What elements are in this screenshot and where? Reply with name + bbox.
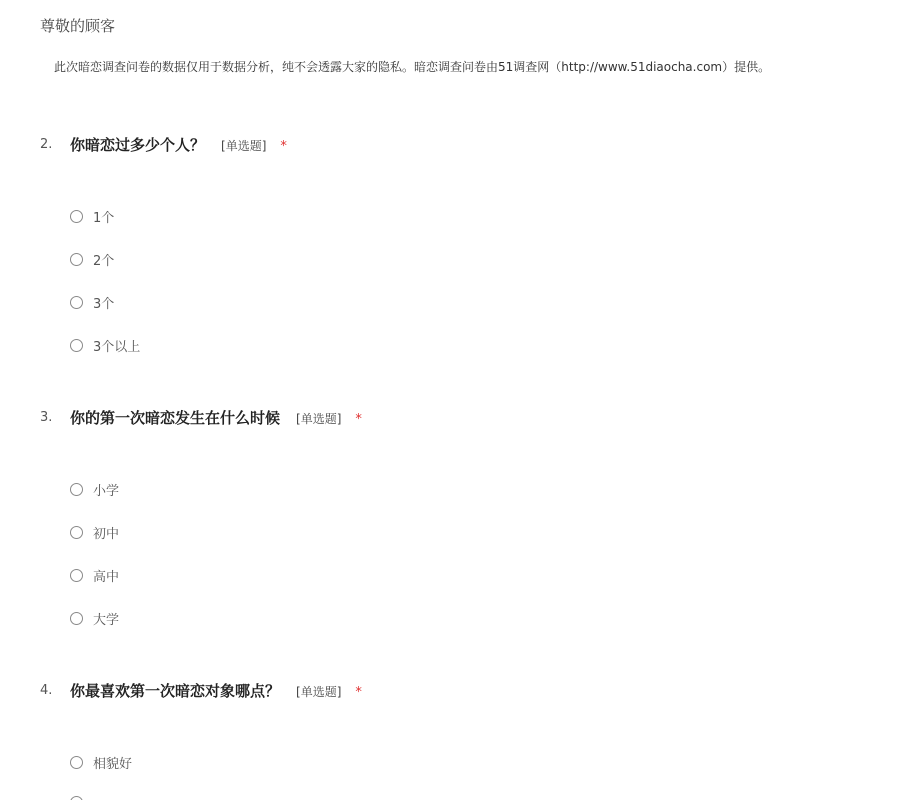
question-type-tag: [单选题] bbox=[221, 139, 267, 153]
radio-button[interactable] bbox=[70, 296, 83, 309]
question-number: 4. bbox=[40, 683, 53, 698]
radio-button[interactable] bbox=[70, 253, 83, 266]
option-q3-2[interactable] bbox=[70, 522, 119, 542]
question-2 bbox=[0, 134, 900, 158]
radio-button[interactable] bbox=[70, 756, 83, 769]
option-label: 高中 bbox=[93, 569, 120, 585]
radio-button[interactable] bbox=[70, 339, 83, 352]
radio-button[interactable] bbox=[70, 210, 83, 223]
option-label: 3个以上 bbox=[93, 339, 141, 355]
question-type-tag: [单选题] bbox=[296, 685, 342, 699]
question-title: 你暗恋过多少个人？ bbox=[70, 136, 206, 154]
required-mark: * bbox=[355, 412, 362, 427]
question-3 bbox=[0, 407, 900, 431]
option-q3-4[interactable] bbox=[70, 608, 119, 628]
radio-button[interactable] bbox=[70, 796, 83, 800]
option-label: 1个 bbox=[93, 210, 115, 226]
question-title: 你的第一次暗恋发生在什么时候 bbox=[70, 409, 281, 427]
question-title-row bbox=[70, 134, 287, 155]
question-number: 3. bbox=[40, 410, 53, 425]
greeting-text: 尊敬的顾客 bbox=[40, 17, 116, 35]
option-label: 小学 bbox=[93, 483, 120, 499]
option-label: 3个 bbox=[93, 296, 115, 312]
option-q2-1[interactable] bbox=[70, 206, 114, 226]
option-q3-1[interactable] bbox=[70, 479, 119, 499]
radio-button[interactable] bbox=[70, 526, 83, 539]
option-label: 相貌好 bbox=[93, 756, 133, 772]
required-mark: * bbox=[280, 139, 287, 154]
option-label: 2个 bbox=[93, 253, 115, 269]
radio-button[interactable] bbox=[70, 612, 83, 625]
question-title-row bbox=[70, 680, 362, 701]
radio-button[interactable] bbox=[70, 569, 83, 582]
question-header bbox=[0, 407, 900, 431]
option-q4-1[interactable] bbox=[70, 752, 132, 772]
radio-button[interactable] bbox=[70, 483, 83, 496]
option-q4-2[interactable] bbox=[70, 792, 93, 800]
question-4 bbox=[0, 680, 900, 704]
option-label: 初中 bbox=[93, 526, 120, 542]
question-header bbox=[0, 134, 900, 158]
option-q2-3[interactable] bbox=[70, 292, 114, 312]
option-q3-3[interactable] bbox=[70, 565, 119, 585]
required-mark: * bbox=[355, 685, 362, 700]
option-q2-4[interactable] bbox=[70, 335, 140, 355]
question-title: 你最喜欢第一次暗恋对象哪点？ bbox=[70, 682, 281, 700]
option-q2-2[interactable] bbox=[70, 249, 114, 269]
question-title-row bbox=[70, 407, 362, 428]
question-number: 2. bbox=[40, 137, 53, 152]
question-type-tag: [单选题] bbox=[296, 412, 342, 426]
option-label: 大学 bbox=[93, 612, 120, 628]
intro-text: 此次暗恋调查问卷的数据仅用于数据分析，纯不会透露大家的隐私。暗恋调查问卷由51调查网（http://www.51diaocha.com）提供。 bbox=[54, 60, 771, 74]
question-header bbox=[0, 680, 900, 704]
